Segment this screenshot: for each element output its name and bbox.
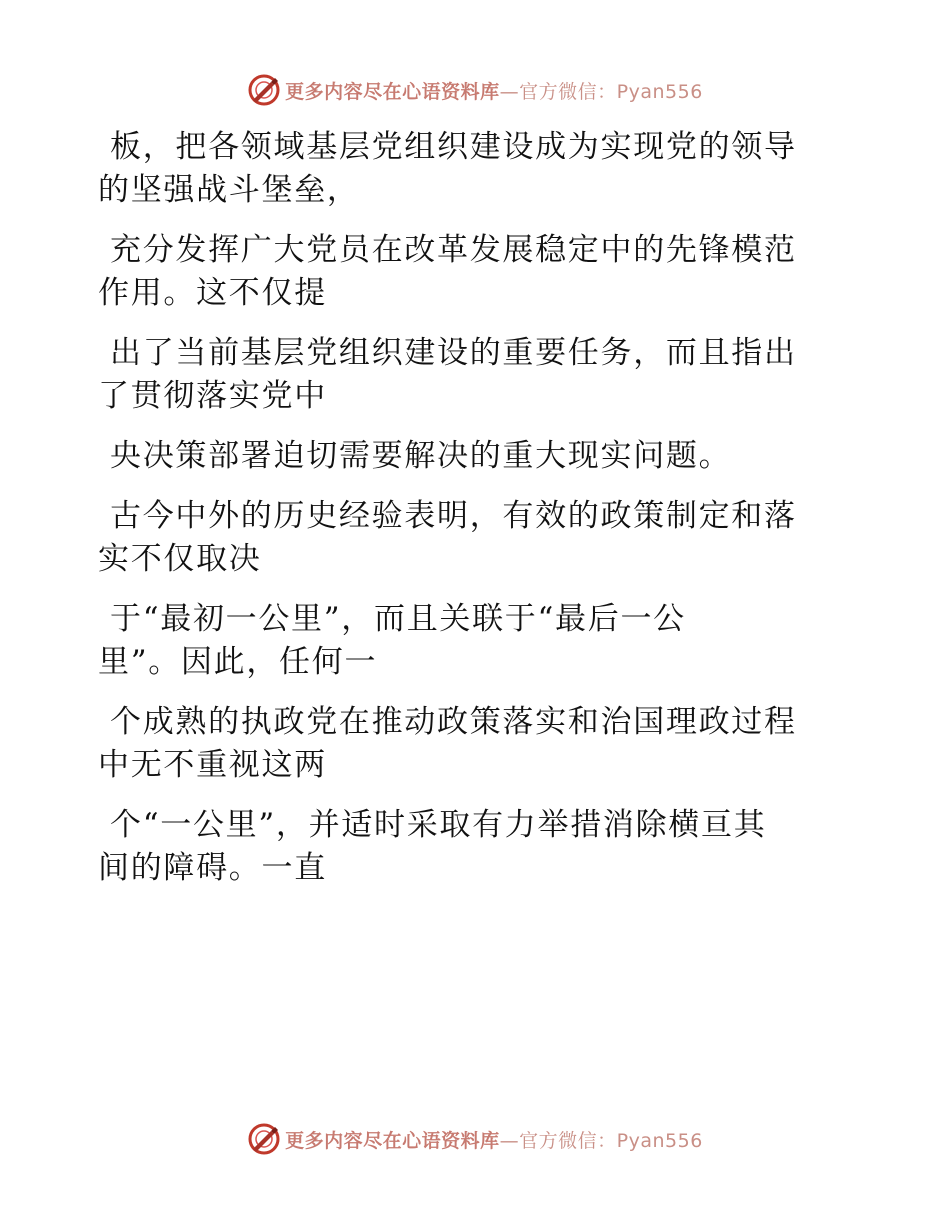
header-banner-text <box>285 77 703 104</box>
footer-banner-text <box>285 1126 703 1153</box>
text-line: 里”。因此，任何一 <box>98 644 378 680</box>
text-line: 中无不重视这两 <box>98 747 327 783</box>
text-line: 个“一公里”，并适时采取有力举措消除横亘其 <box>110 807 767 843</box>
footer-contact: —官方微信：Pyan556 <box>499 1129 703 1152</box>
text-line: 个成熟的执政党在推动政策落实和治国理政过程 <box>110 704 797 740</box>
footer-brand: 更多内容尽在心语资料库 <box>285 1129 500 1152</box>
header-brand: 更多内容尽在心语资料库 <box>285 80 500 103</box>
paragraph <box>98 435 838 478</box>
text-line: 的坚强战斗堡垒， <box>98 172 360 208</box>
text-line: 作用。这不仅提 <box>98 275 327 311</box>
header-contact: —官方微信：Pyan556 <box>499 80 703 103</box>
paragraph <box>98 495 838 581</box>
text-line: 充分发挥广大党员在改革发展稳定中的先锋模范 <box>110 232 797 268</box>
text-line: 板，把各领域基层党组织建设成为实现党的领导 <box>110 129 797 165</box>
paragraph <box>98 229 838 315</box>
text-line: 了贯彻落实党中 <box>98 378 327 414</box>
paragraph <box>98 598 838 684</box>
paragraph <box>98 332 838 418</box>
text-line: 央决策部署迫切需要解决的重大现实问题。 <box>110 438 732 474</box>
paragraph <box>98 804 838 890</box>
text-line: 实不仅取决 <box>98 541 262 577</box>
pen-circle-logo-icon <box>247 73 281 107</box>
document-body <box>98 126 838 907</box>
paragraph <box>98 701 838 787</box>
text-line: 出了当前基层党组织建设的重要任务，而且指出 <box>110 335 797 371</box>
header-banner <box>0 70 950 110</box>
text-line: 古今中外的历史经验表明，有效的政策制定和落 <box>110 498 797 534</box>
pen-circle-logo-icon <box>247 1122 281 1156</box>
paragraph <box>98 126 838 212</box>
text-line: 于“最初一公里”，而且关联于“最后一公 <box>110 601 686 637</box>
footer-banner <box>0 1119 950 1159</box>
text-line: 间的障碍。一直 <box>98 850 327 886</box>
